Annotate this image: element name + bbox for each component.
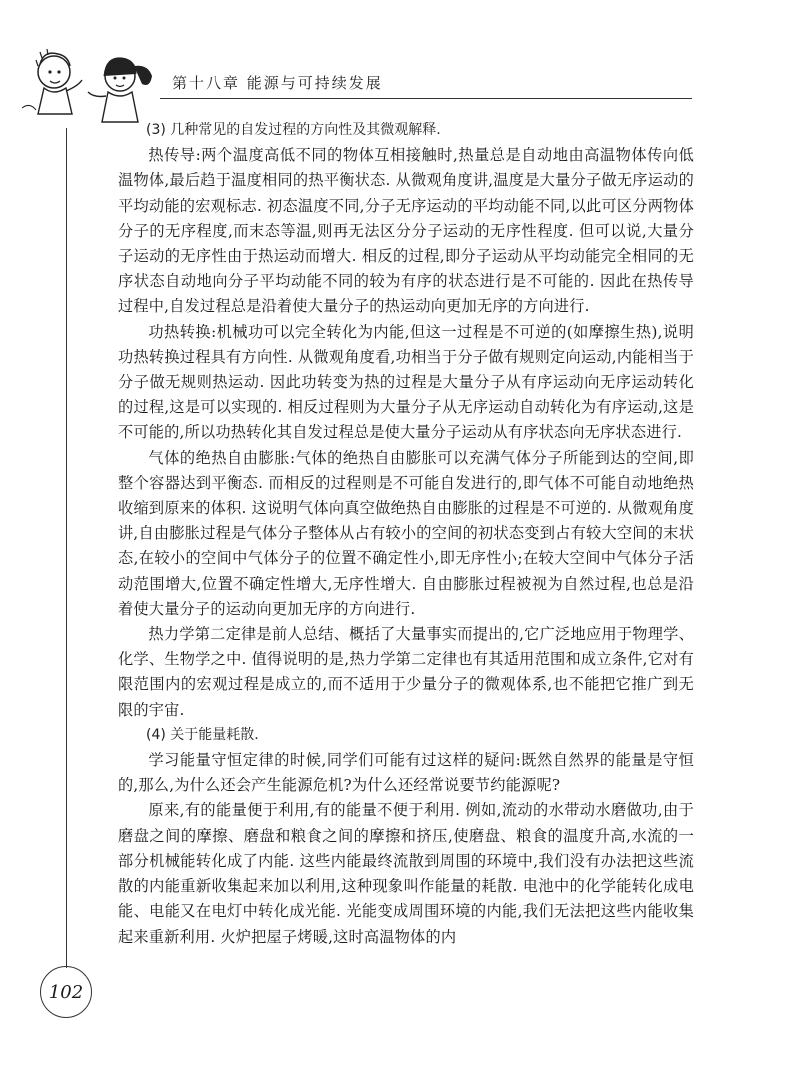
paragraph-energy-question: 学习能量守恒定律的时候,同学们可能有过这样的疑问:既然自然界的能量是守恒的,那么,为什么还会产生能源危机?为什么还经常说要节约能源呢? — [118, 751, 694, 795]
paragraph-free-expansion: 气体的绝热自由膨胀:气体的绝热自由膨胀可以充满气体分子所能到达的空间,即整个容器达到平衡态. 而相反的过程则是不可能自发进行的,即气体不可能自动地绝热收缩到原来的体积. 这说明气体向真空做绝热自由膨胀的过程是不可逆的. 从微观角度讲,自由膨胀过程是气体分子整体从占有较小的空间的初状态变到占有较大空间的末状态,在较小的空间中气体分子的位置不确定性小,即无序性小;在较大空间中气体分子活动范围增大,位置不确定性增大,无序性增大. 自由膨胀过程被视为自然过程,也总是沿着使大量分子的运动向更加无序的方向进行. — [118, 448, 694, 618]
section-heading-4: (4) 关于能量耗散. — [146, 726, 259, 743]
children-illustration — [16, 36, 166, 126]
paragraph-work-heat-conversion: 功热转换:机械功可以完全转化为内能,但这一过程是不可逆的(如摩擦生热),说明功热转换过程具有方向性. 从微观角度看,功相当于分子做有规则定向运动,内能相当于分子做无规则热运动. 因此功转变为热的过程是大量分子从有序运动向无序运动转化的过程,这是可以实现的. 相反过程则为大量分子从无序运动自动转化为有序运动,这是不可能的,所以功热转化其自发过程总是使大量分子运动从有序状态向无序状态进行. — [118, 322, 694, 442]
margin-divider — [66, 128, 67, 968]
page-number: 102 — [48, 981, 84, 1003]
chapter-header: 第十八章 能源与可持续发展 — [172, 74, 383, 92]
page-body — [118, 118, 694, 950]
page-number-badge — [40, 966, 92, 1018]
section-heading-3: (3) 几种常见的自发过程的方向性及其微观解释. — [146, 122, 441, 138]
header-divider — [160, 98, 692, 99]
paragraph-energy-dissipation: 原来,有的能量便于利用,有的能量不便于利用. 例如,流动的水带动水磨做功,由于磨盘之间的摩擦、磨盘和粮食之间的摩擦和挤压,使磨盘、粮食的温度升高,水流的一部分机械能转化成了内能. 这些内能最终流散到周围的环境中,我们没有办法把这些流散的内能重新收集起来加以利用,这种现象叫作能量的耗散. 电池中的化学能转化成电能、电能又在电灯中转化成光能. 光能变成周围环境的内能,我们无法把这些内能收集起来重新利用. 火炉把屋子烤暖,这时高温物体的内 — [118, 801, 694, 946]
paragraph-heat-conduction: 热传导:两个温度高低不同的物体互相接触时,热量总是自动地由高温物体传向低温物体,最后趋于温度相同的热平衡状态. 从微观角度讲,温度是大量分子做无序运动的平均动能的宏观标志. 初态温度不同,分子无序运动的平均动能不同,以此可区分两物体分子的无序程度,而末态等温,则再无法区分分子运动的无序性程度. 但可以说,大量分子运动的无序性由于热运动而增大. 相反的过程,即分子运动从平均动能完全相同的无序状态自动地向分子平均动能不同的较为有序的状态进行是不可能的. 因此在热传导过程中,自发过程总是沿着使大量分子的热运动向更加无序的方向进行. — [118, 146, 694, 316]
paragraph-second-law: 热力学第二定律是前人总结、概括了大量事实而提出的,它广泛地应用于物理学、化学、生物学之中. 值得说明的是,热力学第二定律也有其适用范围和成立条件,它对有限范围内的宏观过程是成立的,而不适用于少量分子的微观体系,也不能把它推广到无限的宇宙. — [118, 625, 694, 719]
